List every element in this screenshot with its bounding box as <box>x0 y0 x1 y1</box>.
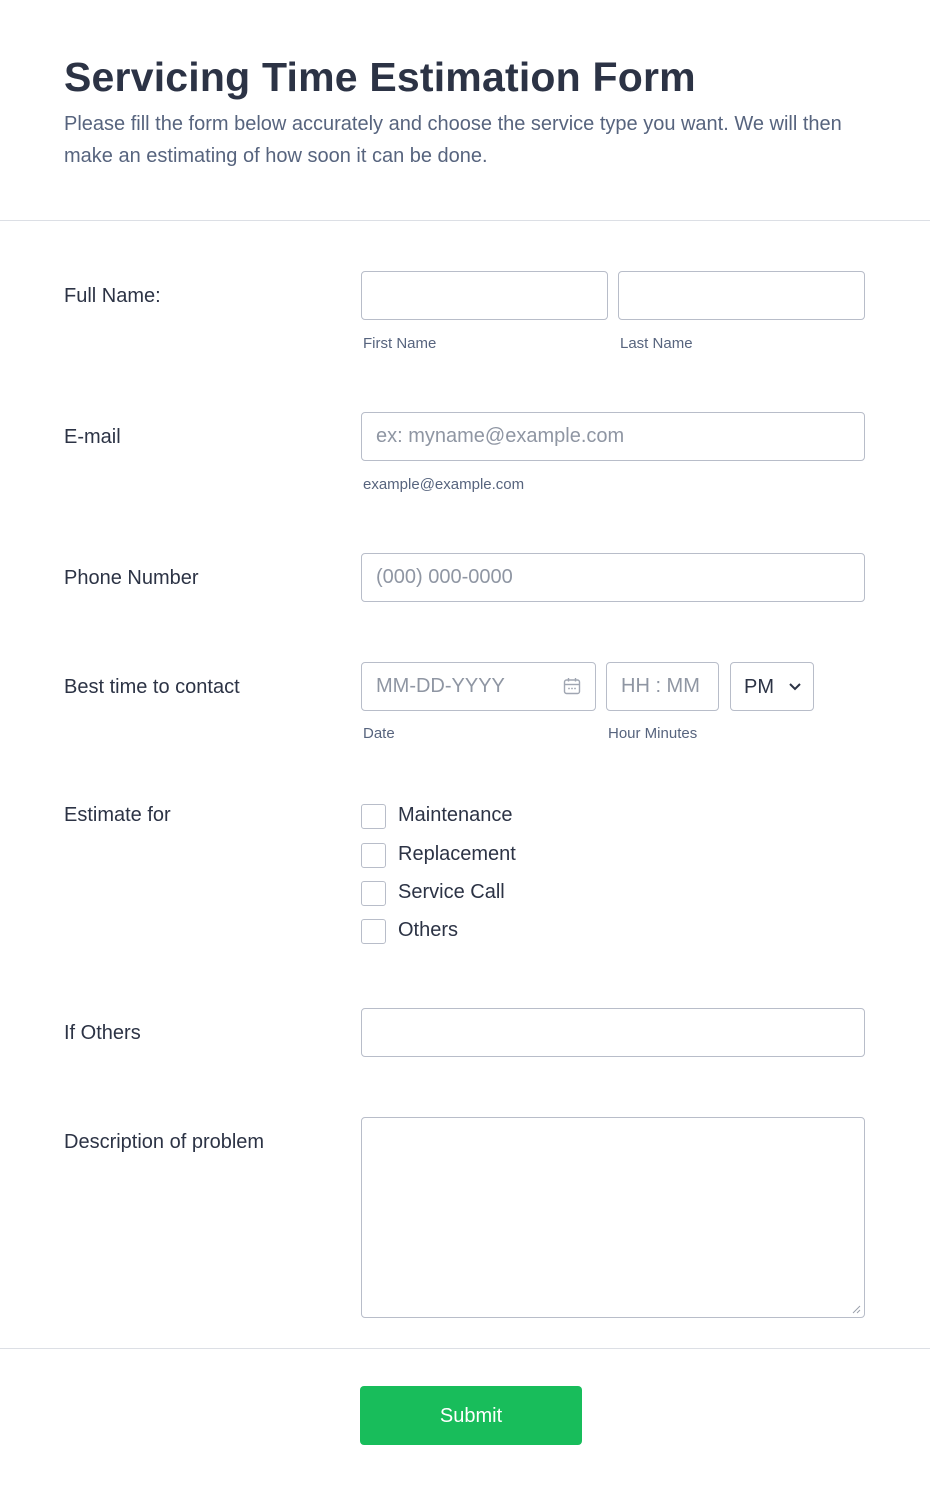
if-others-input[interactable] <box>361 1008 865 1057</box>
ampm-value: PM <box>744 676 774 698</box>
email-input[interactable] <box>361 412 865 461</box>
checkbox-box[interactable] <box>361 804 386 829</box>
header-divider <box>0 220 930 221</box>
ampm-select[interactable] <box>730 662 814 711</box>
checkbox-box[interactable] <box>361 919 386 944</box>
resize-handle-icon[interactable] <box>852 1305 861 1314</box>
calendar-icon[interactable] <box>563 677 581 695</box>
first-name-input[interactable] <box>361 271 608 320</box>
footer-divider <box>0 1348 930 1349</box>
time-sublabel: Hour Minutes <box>608 725 698 742</box>
first-name-sublabel: First Name <box>363 335 437 352</box>
phone-label: Phone Number <box>64 567 199 589</box>
description-textarea[interactable] <box>361 1117 865 1318</box>
email-sublabel: example@example.com <box>363 476 525 493</box>
last-name-input[interactable] <box>618 271 865 320</box>
email-label: E-mail <box>64 426 121 448</box>
estimate-for-label: Estimate for <box>64 804 171 826</box>
time-input[interactable] <box>606 662 719 711</box>
chevron-down-icon <box>788 682 802 692</box>
checkbox-label[interactable]: Others <box>398 919 459 941</box>
checkbox-label[interactable]: Replacement <box>398 843 516 865</box>
full-name-label: Full Name: <box>64 285 161 307</box>
form-description: Please fill the form below accurately and choose the service type you want. We will then make an estimating of how soon it can be done. <box>64 113 842 167</box>
best-time-label: Best time to contact <box>64 676 240 698</box>
submit-button[interactable]: Submit <box>360 1386 582 1445</box>
checkbox-label[interactable]: Maintenance <box>398 804 513 826</box>
checkbox-label[interactable]: Service Call <box>398 881 505 903</box>
date-input[interactable] <box>361 662 596 711</box>
last-name-sublabel: Last Name <box>620 335 693 352</box>
checkbox-box[interactable] <box>361 843 386 868</box>
description-label: Description of problem <box>64 1131 265 1153</box>
if-others-label: If Others <box>64 1022 141 1044</box>
form-title: Servicing Time Estimation Form <box>64 54 696 100</box>
phone-input[interactable] <box>361 553 865 602</box>
date-sublabel: Date <box>363 725 395 742</box>
form-header <box>64 52 884 172</box>
checkbox-box[interactable] <box>361 881 386 906</box>
